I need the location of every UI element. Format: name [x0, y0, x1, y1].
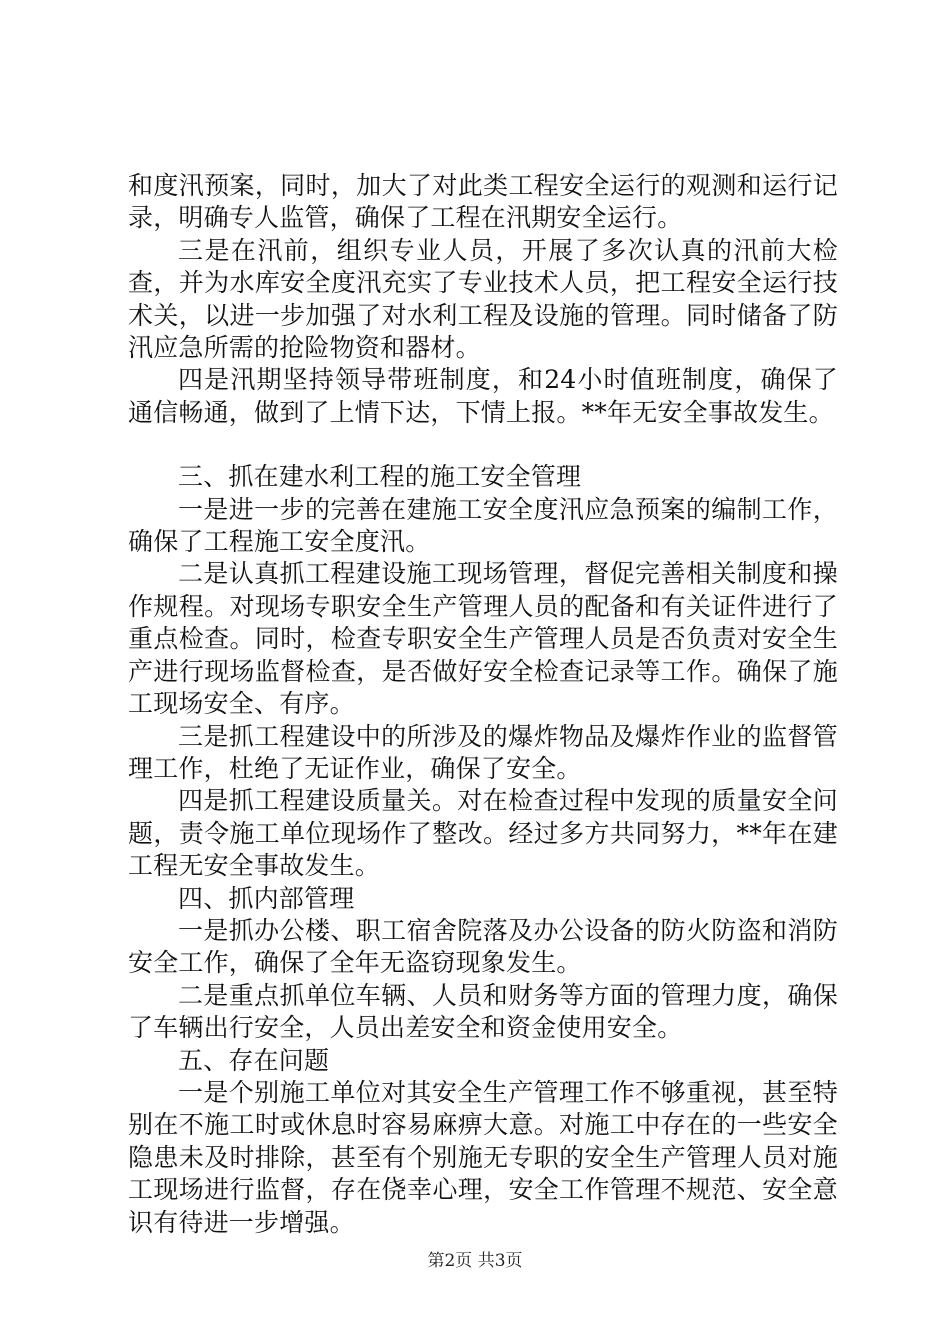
paragraph: 三是在汛前，组织专业人员，开展了多次认真的汛前大检查，并为水库安全度汛充实了专业技术人员，把工程安全运行技术关，以进一步加强了对水利工程及设施的管理。同时储备了防汛应急所需的抢险物资和器材。: [128, 235, 838, 363]
paragraph: 二是认真抓工程建设施工现场管理，督促完善相关制度和操作规程。对现场专职安全生产管理人员的配备和有关证件进行了重点检查。同时，检查专职安全生产管理人员是否负责对安全生产进行现场监督检查，是否做好安全检查记录等工作。确保了施工现场安全、有序。: [128, 559, 838, 719]
paragraph: 二是重点抓单位车辆、人员和财务等方面的管理力度，确保了车辆出行安全，人员出差安全和资金使用安全。: [128, 980, 838, 1043]
paragraph: 三是抓工程建设中的所涉及的爆炸物品及爆炸作业的监督管理工作，杜绝了无证作业，确保了安全。: [128, 721, 838, 783]
paragraph: 一是个别施工单位对其安全生产管理工作不够重视，甚至特别在不施工时或休息时容易麻痹大意。对施工中存在的一些安全隐患未及时排除，甚至有个别施无专职的安全生产管理人员对施工现场进行监督，存在侥幸心理，安全工作管理不规范、安全意识有待进一步增强。: [128, 1077, 838, 1237]
page-number-footer: 第2页 共3页: [427, 1251, 523, 1271]
paragraph: 四是抓工程建设质量关。对在检查过程中发现的质量安全问题，责令施工单位现场作了整改。经过多方共同努力，**年在建工程无安全事故发生。: [128, 786, 838, 881]
paragraph: 和度汛预案，同时，加大了对此类工程安全运行的观测和运行记录，明确专人监管，确保了工程在汛期安全运行。: [128, 171, 838, 233]
section-heading: 四、抓内部管理: [178, 883, 355, 913]
paragraph: 四是汛期坚持领导带班制度，和24小时值班制度，确保了通信畅通，做到了上情下达，下情上报。**年无安全事故发生。: [128, 365, 838, 427]
paragraph: 一是抓办公楼、职工宿舍院落及办公设备的防火防盗和消防安全工作，确保了全年无盗窃现象发生。: [128, 915, 838, 978]
section-heading: 三、抓在建水利工程的施工安全管理: [178, 462, 582, 492]
section-heading: 五、存在问题: [178, 1045, 330, 1075]
document-body: [128, 170, 838, 1239]
paragraph-spacer: [128, 429, 838, 461]
paragraph: 一是进一步的完善在建施工安全度汛应急预案的编制工作，确保了工程施工安全度汛。: [128, 494, 838, 557]
